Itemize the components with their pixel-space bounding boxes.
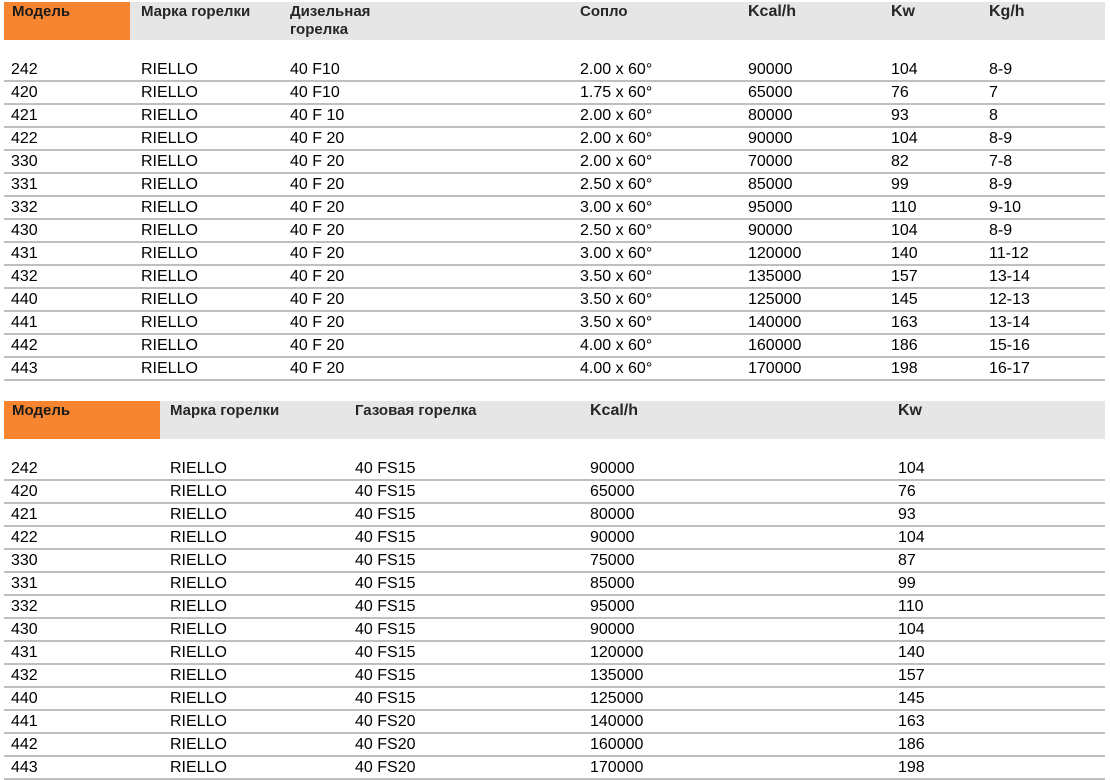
brand-cell: RIELLO [170,460,227,477]
burner-cell: 40 FS15 [355,598,416,615]
kw-cell: 140 [891,245,918,262]
kcal-h-cell: 125000 [590,690,644,707]
burner-cell: 40 FS15 [355,552,416,569]
model-cell: 440 [11,690,38,707]
kw-cell: 87 [898,552,916,569]
kw-cell: 104 [891,222,918,239]
kw-cell: 140 [898,644,925,661]
brand-cell: RIELLO [170,529,227,546]
header-model: Модель [4,401,160,439]
header-model: Модель [4,2,130,40]
table-row [4,642,1105,665]
table-row [4,289,1105,312]
burner-cell: 40 FS15 [355,483,416,500]
kw-cell: 104 [898,621,925,638]
kcal-h-cell: 140000 [748,314,802,331]
kg-h-cell: 12-13 [989,291,1030,308]
kg-h-cell: 13-14 [989,314,1030,331]
kg-h-cell: 9-10 [989,199,1022,216]
kcal-h-cell: 65000 [748,84,793,101]
model-cell: 421 [11,107,38,124]
kg-h-cell: 13-14 [989,268,1030,285]
brand-cell: RIELLO [141,107,198,124]
model-cell: 443 [11,360,38,377]
burner-cell: 40 F 20 [290,268,345,285]
model-cell: 441 [11,713,38,730]
kg-h-cell: 11-12 [989,245,1029,262]
header-kw: Kw [891,3,915,20]
model-cell: 242 [11,61,38,78]
nozzle-cell: 3.00 x 60° [580,199,653,216]
model-cell: 331 [11,575,38,592]
brand-cell: RIELLO [170,690,227,707]
table-row [4,220,1105,243]
diesel-burner-table [4,2,1105,381]
kcal-h-cell: 90000 [590,460,635,477]
brand-cell: RIELLO [170,621,227,638]
kcal-h-cell: 120000 [590,644,644,661]
kw-cell: 110 [891,199,917,216]
brand-cell: RIELLO [141,222,198,239]
kcal-h-cell: 65000 [590,483,635,500]
brand-cell: RIELLO [141,199,198,216]
model-cell: 431 [11,245,38,262]
brand-cell: RIELLO [170,667,227,684]
burner-cell: 40 F10 [290,84,340,101]
model-cell: 441 [11,314,38,331]
burner-cell: 40 F 20 [290,245,345,262]
kcal-h-cell: 90000 [590,529,635,546]
kcal-h-cell: 140000 [590,713,644,730]
model-cell: 330 [11,552,38,569]
kcal-h-cell: 85000 [748,176,793,193]
burner-cell: 40 FS15 [355,667,416,684]
nozzle-cell: 2.50 x 60° [580,222,653,239]
burner-cell: 40 F 20 [290,314,345,331]
burner-cell: 40 FS15 [355,529,416,546]
table-row [4,243,1105,266]
kw-cell: 163 [898,713,925,730]
brand-cell: RIELLO [141,61,198,78]
kg-h-cell: 15-16 [989,337,1030,354]
kw-cell: 76 [891,84,909,101]
nozzle-cell: 2.00 x 60° [580,130,653,147]
nozzle-cell: 2.00 x 60° [580,107,653,124]
table-row [4,151,1105,174]
header-burner-brand: Марка горелки [170,402,280,419]
burner-cell: 40 FS15 [355,506,416,523]
kg-h-cell: 16-17 [989,360,1030,377]
kw-cell: 93 [891,107,909,124]
nozzle-cell: 1.75 x 60° [580,84,653,101]
kw-cell: 186 [898,736,925,753]
burner-cell: 40 FS15 [355,690,416,707]
model-cell: 440 [11,291,38,308]
kcal-h-cell: 95000 [748,199,793,216]
table-row [4,458,1105,481]
model-cell: 330 [11,153,38,170]
burner-cell: 40 F 20 [290,199,345,216]
brand-cell: RIELLO [170,483,227,500]
kcal-h-cell: 80000 [590,506,635,523]
table-row [4,481,1105,504]
table-row [4,550,1105,573]
kw-cell: 99 [898,575,916,592]
header-kcal-h: Kcal/h [590,402,639,419]
table-row [4,174,1105,197]
model-cell: 443 [11,759,38,776]
kw-cell: 145 [891,291,918,308]
kcal-h-cell: 135000 [590,667,644,684]
burner-cell: 40 F 20 [290,360,345,377]
model-cell: 422 [11,529,38,546]
brand-cell: RIELLO [141,130,198,147]
kw-cell: 163 [891,314,918,331]
brand-cell: RIELLO [170,644,227,661]
kw-cell: 99 [891,176,909,193]
kcal-h-cell: 90000 [748,222,793,239]
kw-cell: 104 [891,61,918,78]
table-row [4,312,1105,335]
table-row [4,688,1105,711]
header-kcal-h: Kcal/h [748,3,797,20]
table-row [4,335,1105,358]
table-row [4,665,1105,688]
brand-cell: RIELLO [141,314,198,331]
kw-cell: 145 [898,690,925,707]
kcal-h-cell: 85000 [590,575,635,592]
burner-cell: 40 F 10 [290,107,345,124]
kcal-h-cell: 120000 [748,245,802,262]
kcal-h-cell: 90000 [590,621,635,638]
kw-cell: 82 [891,153,909,170]
kcal-h-cell: 160000 [748,337,802,354]
header-gas-burner: Газовая горелка [355,402,477,419]
gas-burner-table [4,401,1105,780]
kw-cell: 110 [898,598,924,615]
kg-h-cell: 8-9 [989,222,1013,239]
table-row [4,128,1105,151]
kcal-h-cell: 160000 [590,736,644,753]
brand-cell: RIELLO [170,713,227,730]
burner-cell: 40 F 20 [290,222,345,239]
burner-cell: 40 F 20 [290,176,345,193]
brand-cell: RIELLO [170,598,227,615]
nozzle-cell: 4.00 x 60° [580,360,653,377]
burner-cell: 40 FS15 [355,621,416,638]
kw-cell: 76 [898,483,916,500]
kg-h-cell: 7-8 [989,153,1013,170]
burner-cell: 40 F10 [290,61,340,78]
table-row [4,711,1105,734]
burner-cell: 40 FS15 [355,460,416,477]
kcal-h-cell: 80000 [748,107,793,124]
brand-cell: RIELLO [170,506,227,523]
gas-table-header [4,401,1105,439]
table-row [4,573,1105,596]
brand-cell: RIELLO [170,575,227,592]
kcal-h-cell: 75000 [590,552,635,569]
table-row [4,619,1105,642]
nozzle-cell: 2.00 x 60° [580,61,653,78]
model-cell: 420 [11,483,38,500]
kcal-h-cell: 90000 [748,130,793,147]
kw-cell: 198 [898,759,925,776]
table-row [4,734,1105,757]
kcal-h-cell: 125000 [748,291,802,308]
diesel-table-header [4,2,1105,40]
model-cell: 442 [11,736,38,753]
model-cell: 422 [11,130,38,147]
nozzle-cell: 3.00 x 60° [580,245,653,262]
model-cell: 420 [11,84,38,101]
brand-cell: RIELLO [141,153,198,170]
model-cell: 432 [11,667,38,684]
burner-cell: 40 FS20 [355,759,416,776]
kcal-h-cell: 70000 [748,153,793,170]
model-cell: 332 [11,199,38,216]
brand-cell: RIELLO [141,245,198,262]
burner-cell: 40 FS20 [355,736,416,753]
nozzle-cell: 4.00 x 60° [580,337,653,354]
brand-cell: RIELLO [170,736,227,753]
kg-h-cell: 8-9 [989,61,1013,78]
kcal-h-cell: 170000 [748,360,802,377]
kw-cell: 157 [891,268,918,285]
table-row [4,358,1105,381]
kw-cell: 198 [891,360,918,377]
model-cell: 431 [11,644,38,661]
nozzle-cell: 3.50 x 60° [580,314,653,331]
burner-cell: 40 FS20 [355,713,416,730]
kw-cell: 93 [898,506,916,523]
burner-cell: 40 FS15 [355,644,416,661]
kcal-h-cell: 170000 [590,759,644,776]
model-cell: 421 [11,506,38,523]
header-diesel-burner: Дизельная горелка [290,3,371,38]
brand-cell: RIELLO [170,759,227,776]
kw-cell: 157 [898,667,925,684]
brand-cell: RIELLO [141,291,198,308]
table-row [4,197,1105,220]
nozzle-cell: 3.50 x 60° [580,291,653,308]
table-row [4,59,1105,82]
kcal-h-cell: 95000 [590,598,635,615]
brand-cell: RIELLO [141,176,198,193]
kw-cell: 186 [891,337,918,354]
nozzle-cell: 3.50 x 60° [580,268,653,285]
model-cell: 432 [11,268,38,285]
brand-cell: RIELLO [141,84,198,101]
burner-cell: 40 F 20 [290,291,345,308]
header-burner-brand: Марка горелки [141,3,251,20]
model-cell: 430 [11,621,38,638]
kg-h-cell: 8-9 [989,130,1013,147]
diesel-table-body [4,59,1105,381]
table-row [4,266,1105,289]
model-cell: 242 [11,460,38,477]
kw-cell: 104 [891,130,918,147]
kg-h-cell: 8 [989,107,998,124]
nozzle-cell: 2.00 x 60° [580,153,653,170]
model-cell: 442 [11,337,38,354]
model-cell: 430 [11,222,38,239]
table-row [4,82,1105,105]
model-cell: 332 [11,598,38,615]
header-kw: Kw [898,402,922,419]
burner-cell: 40 FS15 [355,575,416,592]
kg-h-cell: 7 [989,84,998,101]
brand-cell: RIELLO [141,360,198,377]
kw-cell: 104 [898,529,925,546]
kg-h-cell: 8-9 [989,176,1013,193]
burner-cell: 40 F 20 [290,337,345,354]
table-row [4,596,1105,619]
header-kg-h: Kg/h [989,3,1025,20]
table-row [4,527,1105,550]
header-nozzle: Сопло [580,3,628,20]
table-row [4,504,1105,527]
model-cell: 331 [11,176,38,193]
nozzle-cell: 2.50 x 60° [580,176,653,193]
brand-cell: RIELLO [170,552,227,569]
table-row [4,105,1105,128]
burner-cell: 40 F 20 [290,153,345,170]
kcal-h-cell: 135000 [748,268,802,285]
brand-cell: RIELLO [141,337,198,354]
brand-cell: RIELLO [141,268,198,285]
kcal-h-cell: 90000 [748,61,793,78]
gas-table-body [4,458,1105,780]
burner-cell: 40 F 20 [290,130,345,147]
kw-cell: 104 [898,460,925,477]
